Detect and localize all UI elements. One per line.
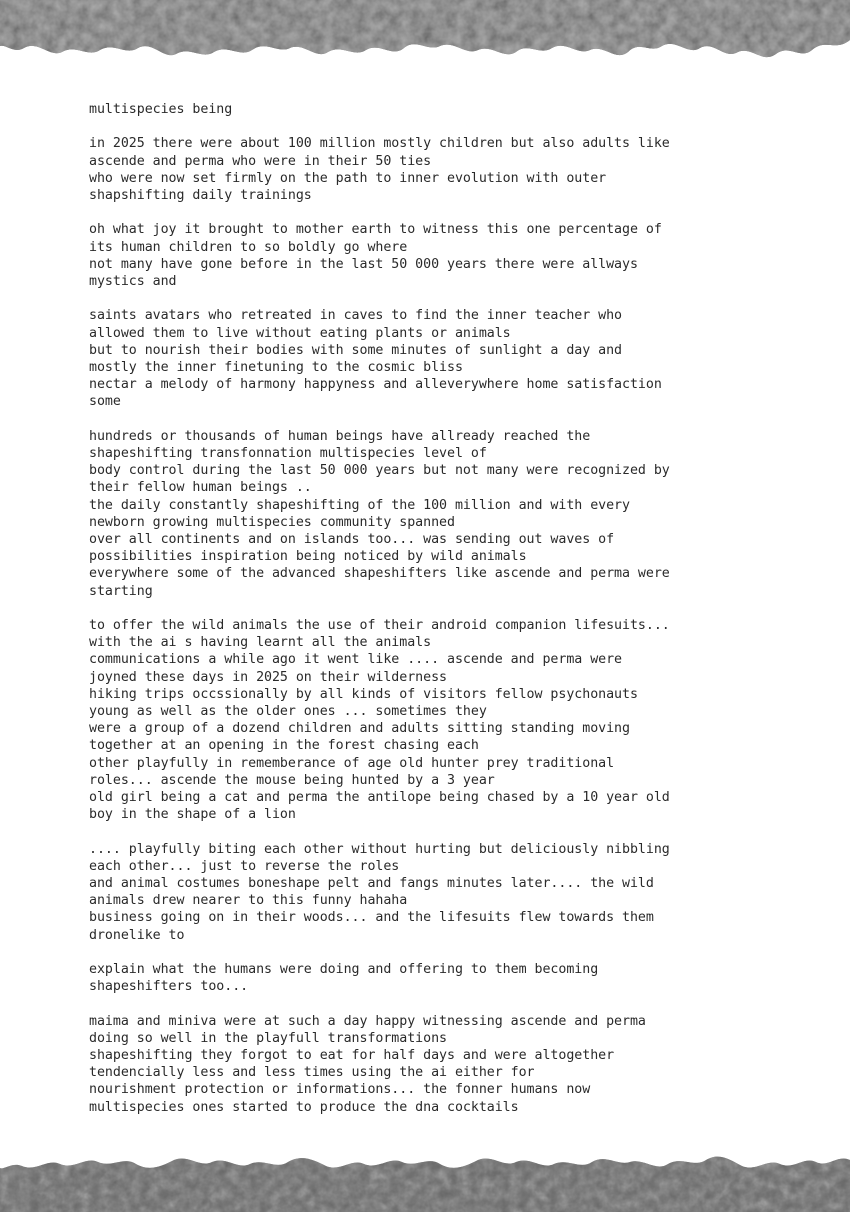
text-line: young as well as the older ones ... sometimes they [89,704,487,720]
paragraph [89,1013,779,1116]
text-line: newborn growing multispecies community spanned [89,514,455,530]
text-line: oh what joy it brought to mother earth to witness this one percentage of [89,222,662,238]
text-line: boy in the shape of a lion [89,807,296,823]
text-line: their fellow human beings .. [89,480,312,496]
text-line: shapeshifting transfonnation multispecies level of [89,446,487,461]
text-line: together at an opening in the forest chasing each [89,738,479,754]
text-line: the daily constantly shapeshifting of the 100 million and with every [89,497,630,513]
text-line: explain what the humans were doing and offering to them becoming [89,962,599,978]
text-line: maima and miniva were at such a day happy witnessing ascende and perma [89,1013,646,1029]
text-line: dronelike to [89,927,185,943]
text-line: but to nourish their bodies with some minutes of sunlight a day and [89,342,623,358]
paragraph [89,841,779,944]
text-line: who were now set firmly on the path to inner evolution with outer [89,170,607,186]
text-line: hiking trips occssionally by all kinds of visitors fellow psychonauts [89,686,638,702]
foliage-bottom-art [0,1150,850,1212]
text-line: other playfully in rememberance of age old hunter prey traditional [89,755,615,771]
paragraph [89,961,779,995]
text-line: hundreds or thousands of human beings have allready reached the [89,428,591,444]
text-line: saints avatars who retreated in caves to find the inner teacher who [89,308,623,324]
text-line: starting [89,583,153,599]
paragraph [89,135,779,204]
text-line: old girl being a cat and perma the antilope being chased by a 10 year old [89,790,670,806]
text-line: shapeshifting they forgot to eat for half days and were altogether [89,1048,615,1064]
text-line: shapeshifters too... [89,979,249,995]
text-line: allowed them to live without eating plants or animals [89,325,511,341]
paragraphs [89,135,779,1115]
text-line: nourishment protection or informations... the fonner humans now [89,1082,591,1098]
text-line: joyned these days in 2025 on their wilderness [89,669,447,685]
text-line: .... playfully biting each other without hurting but deliciously nibbling [89,841,670,857]
foliage-top-art [0,0,850,70]
text-line: not many have gone before in the last 50 000 years there were allways [89,256,638,272]
paragraph [89,617,779,823]
text-line: ascende and perma who were in their 50 ties [89,153,432,169]
text-line: with the ai s having learnt all the animals [89,635,432,651]
text-line: nectar a melody of harmony happyness and alleverywhere home satisfaction [89,377,662,393]
document-body [89,101,779,1133]
text-line: communications a while ago it went like .... ascende and perma were [89,652,623,668]
text-line: over all continents and on islands too... was sending out waves of [89,532,615,548]
text-line: animals drew nearer to this funny hahaha [89,893,408,909]
paragraph [89,428,779,600]
text-line: possibilities inspiration being noticed by wild animals [89,549,527,565]
text-line: tendencially less and less times using the ai either for [89,1065,535,1081]
text-line: mostly the inner finetuning to the cosmic bliss [89,360,463,375]
text-line: doing so well in the playfull transformations [89,1030,447,1046]
text-line: multispecies ones started to produce the dna cocktails [89,1099,519,1115]
text-line: to offer the wild animals the use of their android companion lifesuits... [89,618,670,634]
paragraph [89,307,779,410]
foliage-border-top [0,0,850,70]
text-line: each other... just to reverse the roles [89,858,400,874]
text-line: everywhere some of the advanced shapeshifters like ascende and perma were [89,566,670,582]
paragraph [89,221,779,290]
text-line: in 2025 there were about 100 million mostly children but also adults like [89,136,670,152]
text-line: roles... ascende the mouse being hunted by a 3 year [89,772,495,788]
text-line: business going on in their woods... and the lifesuits flew towards them [89,910,654,926]
text-line: were a group of a dozend children and adults sitting standing moving [89,721,630,737]
text-line: shapshifting daily trainings [89,188,312,203]
text-line: body control during the last 50 000 years but not many were recognized by [89,463,670,479]
foliage-border-bottom [0,1150,850,1212]
text-line: and animal costumes boneshape pelt and fangs minutes later.... the wild [89,876,654,892]
document-title: multispecies being [89,102,233,117]
text-line: some [89,394,121,410]
text-line: its human children to so boldly go where [89,239,408,255]
text-line: mystics and [89,274,177,289]
